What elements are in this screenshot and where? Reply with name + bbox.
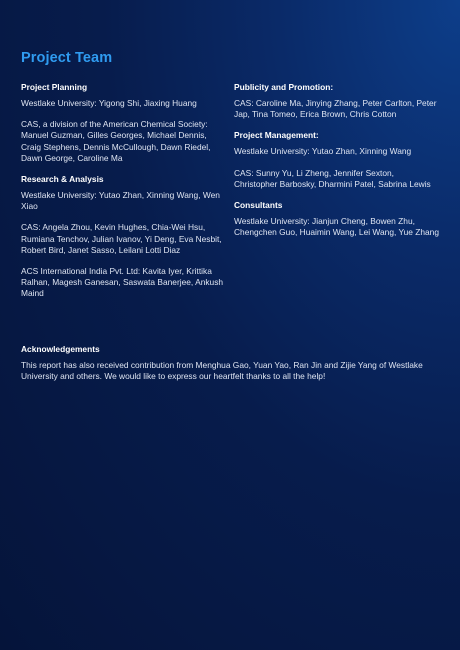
section-consultants (234, 200, 439, 238)
section-paragraph: Westlake University: Yutao Zhan, Xinning Wang (234, 146, 412, 157)
section-heading: Publicity and Promotion: (234, 82, 334, 92)
page-title: Project Team (21, 50, 113, 66)
section-research-analysis (21, 174, 226, 300)
section-project-planning (21, 82, 226, 164)
right-column (234, 82, 439, 248)
section-paragraph: CAS: Sunny Yu, Li Zheng, Jennifer Sexton, Christopher Barbosky, Dharmini Patel, Sabrina Lewis (234, 167, 431, 189)
section-paragraph: CAS: Angela Zhou, Kevin Hughes, Chia-Wei Hsu, Rumiana Tenchov, Julian Ivanov, Yi Deng, Eva Nesbit, Robert Bird, Janet Sasso, Leilani Lotti Diaz (21, 222, 222, 255)
left-column (21, 82, 226, 310)
section-paragraph: Westlake University: Yigong Shi, Jiaxing Huang (21, 98, 197, 108)
acknowledgements (21, 344, 439, 382)
section-paragraph: Westlake University: Yutao Zhan, Xinning Wang, Wen Xiao (21, 190, 220, 212)
section-heading: Consultants (234, 200, 283, 211)
section-paragraph: CAS, a division of the American Chemical Society: Manuel Guzman, Gilles Georges, Michael Dennis, Craig Stephens, Dennis McCullough, Dawn Riedel, Dawn George, Caroline Ma (21, 119, 211, 163)
section-heading: Project Management: (234, 130, 319, 141)
section-publicity-promotion (234, 82, 439, 120)
section-heading: Project Planning (21, 82, 88, 92)
acknowledgements-heading: Acknowledgements (21, 344, 100, 354)
acknowledgements-text: This report has also received contribution from Menghua Gao, Yuan Yao, Ran Jin and Zijie Yang of Westlake University and others. We would like to express our heartfelt thanks to all the help! (21, 360, 423, 382)
section-project-management (234, 130, 439, 190)
section-paragraph: CAS: Caroline Ma, Jinying Zhang, Peter Carlton, Peter Jap, Tina Tomeo, Erica Brown, Chris Cotton (234, 98, 437, 120)
section-heading: Research & Analysis (21, 174, 104, 185)
section-paragraph: Westlake University: Jianjun Cheng, Bowen Zhu, Chengchen Guo, Huaimin Wang, Lei Wang, Yue Zhang (234, 216, 440, 238)
section-paragraph: ACS International India Pvt. Ltd: Kavita Iyer, Krittika Ralhan, Magesh Ganesan, Saswata Banerjee, Ankush Maind (21, 266, 224, 299)
